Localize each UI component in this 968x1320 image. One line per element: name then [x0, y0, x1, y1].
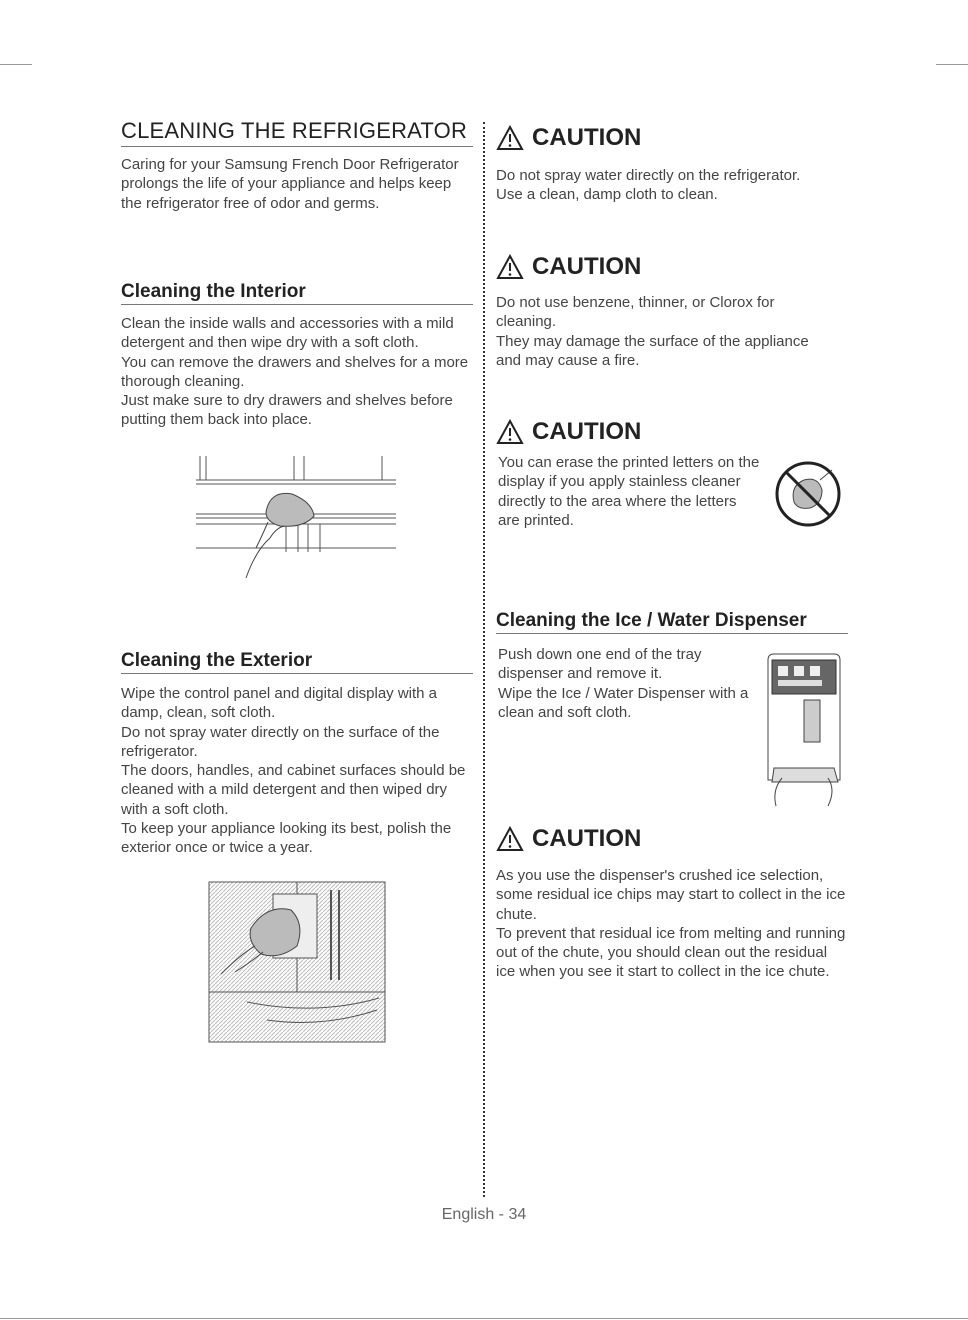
exterior-heading: Cleaning the Exterior	[121, 650, 473, 674]
intro-text: Caring for your Samsung French Door Refrigerator prolongs the life of your appliance and helps keep the refrigerator free of odor and germs.	[121, 156, 459, 212]
caution-heading	[496, 418, 641, 446]
caution-line: Do not use benzene, thinner, or Clorox for cleaning.	[496, 294, 775, 331]
interior-line: Just make sure to dry drawers and shelves before putting them back into place.	[121, 392, 453, 429]
caution-heading	[496, 825, 641, 853]
dispenser-line: Wipe the Ice / Water Dispenser with a clean and soft cloth.	[498, 684, 749, 721]
caution-heading	[496, 124, 641, 152]
interior-text	[121, 314, 473, 430]
caution-text	[496, 866, 846, 982]
caution-line: Use a clean, damp cloth to clean.	[496, 186, 718, 204]
crop-mark	[0, 64, 32, 65]
dispenser-line: Push down one end of the tray dispenser and remove it.	[498, 646, 702, 683]
interior-line: Clean the inside walls and accessories with a mild detergent and then wipe dry with a soft cloth.	[121, 315, 454, 352]
page-footer: English - 34	[441, 1206, 527, 1223]
page-title: CLEANING THE REFRIGERATOR	[121, 118, 473, 147]
caution-label: CAUTION	[532, 124, 642, 151]
exterior-line: Wipe the control panel and digital display with a damp, clean, soft cloth.	[121, 685, 438, 722]
warning-triangle-icon	[496, 826, 524, 852]
dispenser-illustration	[764, 650, 844, 812]
dispenser-heading: Cleaning the Ice / Water Dispenser	[496, 610, 848, 634]
caution-label: CAUTION	[532, 253, 642, 280]
caution-heading	[496, 253, 641, 281]
caution-line: Do not spray water directly on the refrigerator.	[496, 167, 801, 184]
interior-heading: Cleaning the Interior	[121, 281, 473, 305]
exterior-line: Do not spray water directly on the surface of the refrigerator.	[121, 723, 440, 760]
crop-mark	[0, 1318, 968, 1319]
caution-line: As you use the dispenser's crushed ice selection, some residual ice chips may start to collect in the ice chute.	[496, 867, 846, 923]
crop-mark	[936, 64, 968, 65]
exterior-line: The doors, handles, and cabinet surfaces should be cleaned with a mild detergent and then wiped dry with a soft cloth.	[121, 762, 466, 818]
dispenser-text	[498, 645, 756, 722]
caution-text: You can erase the printed letters on the display if you apply stainless cleaner directly to the area where the letters are printed.	[498, 454, 760, 529]
exterior-cleaning-illustration	[207, 880, 387, 1044]
caution-label: CAUTION	[532, 418, 642, 445]
caution-line: They may damage the surface of the appliance and may cause a fire.	[496, 332, 809, 369]
warning-triangle-icon	[496, 125, 524, 151]
caution-label: CAUTION	[532, 825, 642, 852]
caution-text	[496, 293, 826, 370]
exterior-line: To keep your appliance looking its best, polish the exterior once or twice a year.	[121, 820, 452, 857]
warning-triangle-icon	[496, 254, 524, 280]
interior-line: You can remove the drawers and shelves for a more thorough cleaning.	[121, 353, 469, 390]
exterior-text	[121, 684, 473, 858]
warning-triangle-icon	[496, 419, 524, 445]
column-divider	[483, 122, 485, 1197]
no-spray-icon	[774, 460, 842, 528]
caution-text	[496, 166, 846, 205]
caution-line: To prevent that residual ice from melting and running out of the chute, you should clean out the residual ice when you see it start to collect in the ice chute.	[496, 924, 846, 981]
interior-cleaning-illustration	[196, 452, 400, 582]
